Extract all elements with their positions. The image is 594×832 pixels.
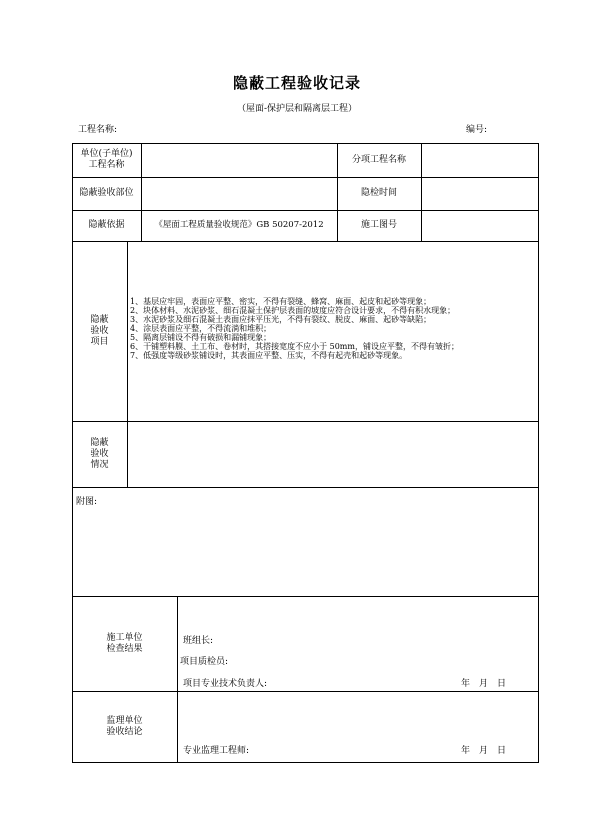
hidden-part-label: 隐蔽验收部位 [79, 188, 134, 198]
subproject-name-label: 分项工程名称 [351, 154, 406, 165]
inspection-item: 2、块体材料、水泥砂浆、细石混凝土保护层表面的坡度应符合设计要求，不得有积水现象； [130, 306, 456, 315]
table-rule [421, 143, 422, 241]
unit-project-label-line1: 单位(子单位) [80, 149, 133, 159]
items-label-line: 隐蔽 [90, 314, 109, 325]
supervision-conclusion-label [72, 691, 177, 762]
team-leader-label: 班组长: [183, 636, 214, 646]
construction-date-label: 年 月 日 [461, 679, 507, 689]
inspection-item: 7、低强度等级砂浆铺设时，其表面应平整、压实，不得有起壳和起砂等现象。 [130, 351, 408, 360]
number-label: 编号: [466, 125, 488, 135]
situation-label-line: 情况 [90, 459, 109, 470]
table-rule [177, 596, 178, 762]
construction-check-label [72, 596, 177, 691]
quality-inspector-label: 项目质检员: [180, 657, 229, 667]
inspection-item: 3、水泥砂浆及细石混凝土表面应抹平压光，不得有裂纹、脱皮、麻面、起砂等缺陷； [130, 315, 432, 324]
table-rule [72, 487, 539, 488]
table-border-right [538, 143, 539, 762]
table-rule [72, 241, 539, 242]
document-subtitle: （屋面-保护层和隔离层工程） [236, 104, 358, 114]
items-label-line: 验收 [90, 325, 109, 336]
construction-label-line1: 施工单位 [106, 632, 143, 643]
items-label [72, 241, 127, 421]
supervision-label-line1: 监理单位 [106, 715, 143, 726]
document-title: 隐蔽工程验收记录 [232, 74, 361, 92]
construction-label-line2: 检查结果 [106, 643, 143, 654]
supervision-engineer-label: 专业监理工程师: [183, 746, 250, 756]
situation-label [72, 421, 127, 487]
inspection-item: 1、基层应牢固，表面应平整、密实，不得有裂缝、蜂窝、麻面、起皮和起砂等现象； [130, 297, 432, 306]
supervision-date-label: 年 月 日 [461, 746, 507, 756]
situation-label-line: 验收 [90, 448, 109, 459]
table-rule [127, 241, 128, 487]
project-name-label: 工程名称: [78, 125, 118, 135]
items-label-line: 项目 [90, 336, 109, 347]
inspection-item: 5、隔离层铺设不得有破损和漏铺现象； [130, 333, 272, 342]
inspection-time-label: 隐检时间 [360, 188, 397, 198]
drawing-number-label: 施工图号 [360, 220, 397, 230]
supervision-label-line2: 验收结论 [106, 726, 143, 737]
table-rule [72, 177, 539, 178]
inspection-items-list [130, 297, 540, 360]
inspection-item: 4、涂层表面应平整，不得流淌和堆积； [130, 324, 272, 333]
table-rule [72, 421, 539, 422]
attachment-label: 附图: [76, 497, 98, 507]
unit-project-label [72, 143, 141, 177]
basis-label: 隐蔽依据 [88, 220, 125, 230]
basis-value: 《屋面工程质量验收规范》GB 50207-2012 [154, 220, 324, 230]
unit-project-label-line2: 工程名称 [88, 160, 125, 170]
inspection-item: 6、干铺塑料膜、土工布、卷材时，其搭接宽度不应小于 50mm，铺设应平整，不得有皱折； [130, 342, 459, 351]
table-border-top [72, 143, 539, 144]
table-border-bottom [72, 762, 539, 763]
tech-lead-label: 项目专业技术负责人: [183, 679, 268, 689]
situation-label-line: 隐蔽 [90, 437, 109, 448]
